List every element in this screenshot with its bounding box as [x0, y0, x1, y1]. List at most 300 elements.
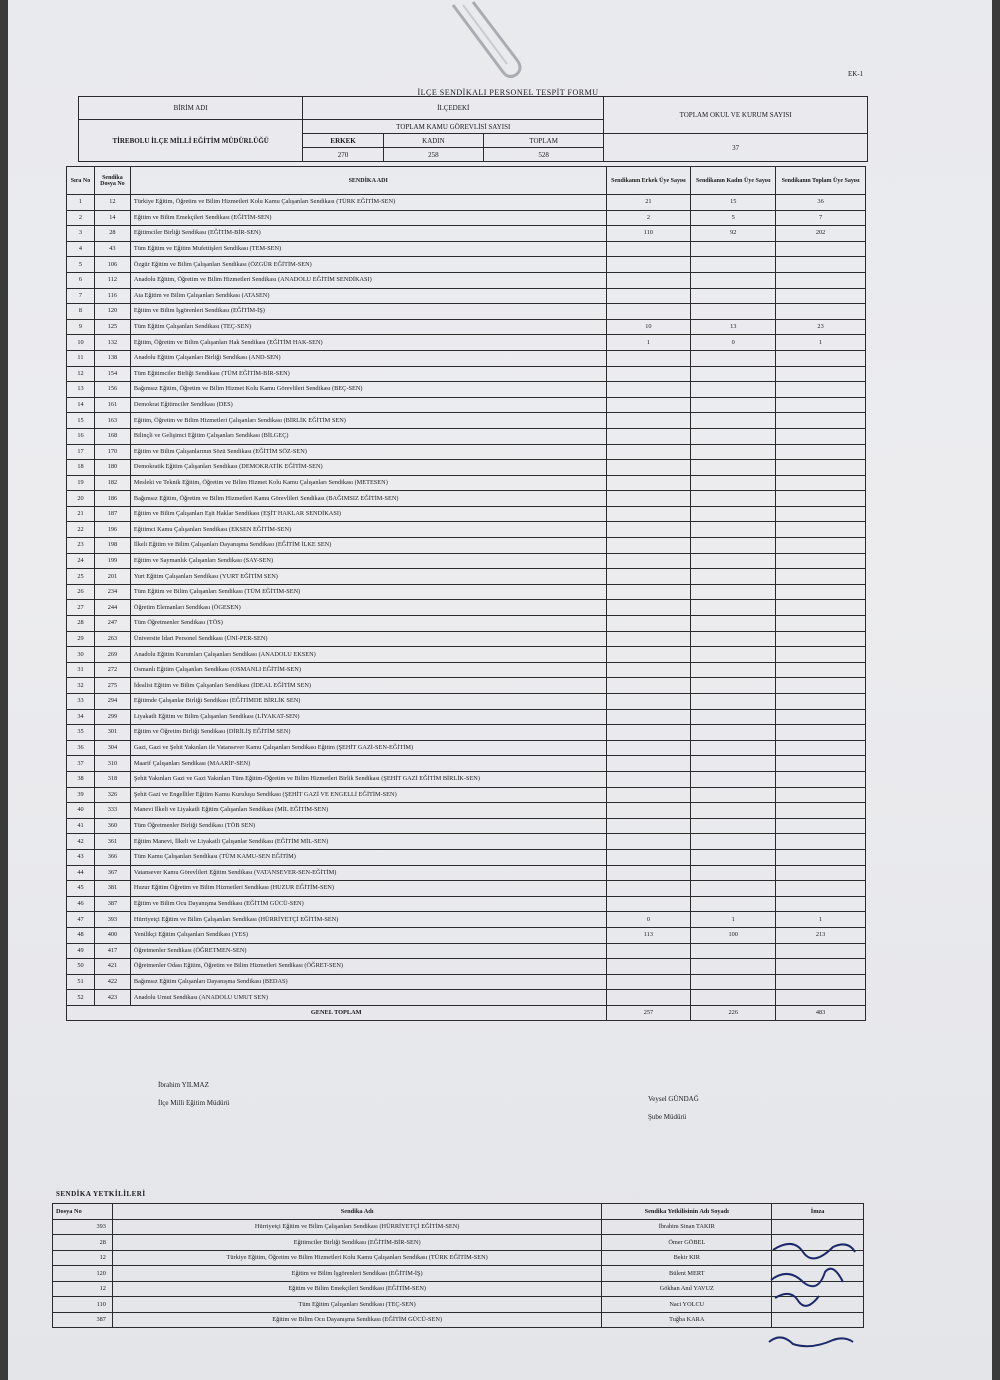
col-erkek: Sendikanın Erkek Üye Sayısı — [606, 167, 691, 195]
table-row — [67, 569, 866, 585]
row-sira: 33 — [67, 694, 95, 710]
row-erkek — [606, 771, 691, 787]
yetkili-adi-soyadi: Ömer GÖBEL — [602, 1235, 772, 1251]
row-sira: 13 — [67, 382, 95, 398]
yetkili-sendika-adi: Eğitim ve Bilim Emekçileri Sendikası (EĞİTİM-SEN) — [112, 1281, 601, 1297]
row-toplam — [776, 725, 866, 741]
table-row — [67, 335, 866, 351]
table-row — [67, 834, 866, 850]
row-toplam — [776, 740, 866, 756]
row-toplam — [776, 288, 866, 304]
row-dosya-no: 198 — [94, 538, 130, 554]
row-erkek — [606, 709, 691, 725]
yetkili-adi-soyadi: Gökhan Anıl YAVUZ — [602, 1281, 772, 1297]
row-toplam — [776, 397, 866, 413]
row-sira: 3 — [67, 226, 95, 242]
row-erkek — [606, 694, 691, 710]
row-sira: 25 — [67, 569, 95, 585]
row-erkek: 113 — [606, 927, 691, 943]
row-sendika-adi: Eğitim ve Saymanlık Çalışanları Sendikası (SAY-SEN) — [130, 553, 606, 569]
row-toplam: 1 — [776, 912, 866, 928]
row-sendika-adi: Maarif Çalışanları Sendikası (MAARİF-SEN) — [130, 756, 606, 772]
table-row — [67, 990, 866, 1006]
row-sira: 4 — [67, 241, 95, 257]
row-kadin — [691, 522, 776, 538]
row-dosya-no: 161 — [94, 397, 130, 413]
table-row — [67, 616, 866, 632]
table-row — [67, 818, 866, 834]
row-erkek — [606, 397, 691, 413]
row-dosya-no: 310 — [94, 756, 130, 772]
row-erkek — [606, 974, 691, 990]
row-toplam — [776, 584, 866, 600]
row-erkek — [606, 600, 691, 616]
row-toplam — [776, 304, 866, 320]
row-toplam — [776, 272, 866, 288]
row-erkek — [606, 506, 691, 522]
row-erkek — [606, 272, 691, 288]
row-erkek — [606, 553, 691, 569]
row-kadin — [691, 631, 776, 647]
yetkili-sendika-adi: Türkiye Eğitim, Öğretim ve Bilim Hizmetleri Kolu Kamu Çalışanları Sendikası (TÜRK EĞİTİM-SEN) — [112, 1250, 601, 1266]
row-sendika-adi: Vatansever Kamu Görevlileri Eğitim Sendikası (VATANSEVER-SEN-EĞİTİM) — [130, 865, 606, 881]
row-toplam — [776, 428, 866, 444]
yetkili-adi-soyadi: İbrahim Sinan TAKIR — [602, 1219, 772, 1235]
yetkili-row — [53, 1235, 864, 1251]
row-kadin — [691, 709, 776, 725]
row-sira: 49 — [67, 943, 95, 959]
row-erkek — [606, 865, 691, 881]
row-dosya-no: 170 — [94, 444, 130, 460]
okul-value: 37 — [604, 134, 868, 162]
kadin-label: KADIN — [383, 134, 483, 148]
table-row — [67, 288, 866, 304]
row-kadin — [691, 896, 776, 912]
row-sira: 30 — [67, 647, 95, 663]
row-dosya-no: 400 — [94, 927, 130, 943]
row-dosya-no: 234 — [94, 584, 130, 600]
table-row — [67, 413, 866, 429]
row-erkek — [606, 678, 691, 694]
row-sendika-adi: Eğitim ve Bilim Çalışanlarının Sözü Sendikası (EĞİTİM SÖZ-SEN) — [130, 444, 606, 460]
table-row — [67, 195, 866, 211]
row-sendika-adi: Osmanlı Eğitim Çalışanları Sendikası (OSMANLI EĞİTİM-SEN) — [130, 662, 606, 678]
table-row — [67, 740, 866, 756]
table-row — [67, 210, 866, 226]
row-sira: 36 — [67, 740, 95, 756]
table-row — [67, 771, 866, 787]
row-erkek — [606, 366, 691, 382]
row-erkek — [606, 413, 691, 429]
row-erkek — [606, 444, 691, 460]
signature-right — [648, 1090, 699, 1126]
row-sira: 18 — [67, 460, 95, 476]
row-kadin: 0 — [691, 335, 776, 351]
row-sira: 44 — [67, 865, 95, 881]
yetkili-dosya-no: 110 — [53, 1297, 113, 1313]
row-toplam — [776, 818, 866, 834]
row-sendika-adi: Bağımsız Eğitim, Öğretim ve Bilim Hizmet Kolu Kamu Görevlileri Sendikası (BEÇ-SEN) — [130, 382, 606, 398]
row-sira: 47 — [67, 912, 95, 928]
table-row — [67, 678, 866, 694]
row-kadin — [691, 990, 776, 1006]
row-erkek — [606, 569, 691, 585]
total-erkek: 257 — [606, 1005, 691, 1021]
row-sendika-adi: Eğitimci Kamu Çalışanları Sendikası (EKSEN EĞİTİM-SEN) — [130, 522, 606, 538]
row-sira: 35 — [67, 725, 95, 741]
row-erkek: 10 — [606, 319, 691, 335]
row-sendika-adi: Huzur Eğitim Öğretim ve Bilim Hizmetleri Sendikası (HUZUR EĞİTİM-SEN) — [130, 881, 606, 897]
row-toplam — [776, 896, 866, 912]
row-erkek: 110 — [606, 226, 691, 242]
row-sira: 38 — [67, 771, 95, 787]
row-erkek — [606, 616, 691, 632]
row-sira: 22 — [67, 522, 95, 538]
table-row — [67, 584, 866, 600]
row-sendika-adi: Liyakatli Eğitim ve Bilim Çalışanları Sendikası (LİYAKAT-SEN) — [130, 709, 606, 725]
row-toplam: 1 — [776, 335, 866, 351]
table-row — [67, 257, 866, 273]
row-sendika-adi: Şehit Yakınları Gazi ve Gazi Yakınları Tüm Eğitim-Öğretim ve Bilim Hizmetleri Birlik Sendikası (ŞEHİT GAZİ EĞİTİM BİRLİK-SEN) — [130, 771, 606, 787]
row-kadin — [691, 350, 776, 366]
table-row — [67, 896, 866, 912]
yetkili-sendika-adi: Tüm Eğitim Çalışanları Sendikası (TEÇ-SEN) — [112, 1297, 601, 1313]
row-kadin — [691, 740, 776, 756]
row-kadin — [691, 475, 776, 491]
row-kadin — [691, 678, 776, 694]
row-toplam — [776, 413, 866, 429]
row-sira: 23 — [67, 538, 95, 554]
row-dosya-no: 125 — [94, 319, 130, 335]
yetkili-adi-soyadi: Naci YOLCU — [602, 1297, 772, 1313]
row-erkek — [606, 460, 691, 476]
row-sendika-adi: Tüm Öğretmenler Birliği Sendikası (TÖB SEN) — [130, 818, 606, 834]
row-sira: 40 — [67, 803, 95, 819]
row-dosya-no: 14 — [94, 210, 130, 226]
row-dosya-no: 417 — [94, 943, 130, 959]
row-kadin — [691, 288, 776, 304]
row-sira: 17 — [67, 444, 95, 460]
row-dosya-no: 299 — [94, 709, 130, 725]
row-toplam — [776, 803, 866, 819]
row-kadin: 13 — [691, 319, 776, 335]
row-toplam — [776, 990, 866, 1006]
row-sendika-adi: Eğitim, Öğretim ve Bilim Çalışanları Hak Sendikası (EĞİTİM HAK-SEN) — [130, 335, 606, 351]
row-sira: 31 — [67, 662, 95, 678]
row-kadin — [691, 491, 776, 507]
table-row — [67, 553, 866, 569]
row-sendika-adi: İdealist Eğitim ve Bilim Çalışanları Sendikası (İDEAL EĞİTİM SEN) — [130, 678, 606, 694]
row-toplam — [776, 974, 866, 990]
row-toplam — [776, 350, 866, 366]
row-kadin — [691, 241, 776, 257]
erkek-label: ERKEK — [303, 134, 383, 148]
row-dosya-no: 201 — [94, 569, 130, 585]
row-erkek — [606, 350, 691, 366]
row-kadin — [691, 553, 776, 569]
table-row — [67, 927, 866, 943]
row-sira: 6 — [67, 272, 95, 288]
row-sendika-adi: Eğitimciler Birliği Sendikası (EĞİTİM-BİR-SEN) — [130, 226, 606, 242]
row-erkek — [606, 834, 691, 850]
row-erkek — [606, 849, 691, 865]
row-sendika-adi: Eğitim ve Bilim Çalışanları Eşit Haklar Sendikası (EŞİT HAKLAR SENDİKASI) — [130, 506, 606, 522]
total-toplam: 483 — [776, 1005, 866, 1021]
yetkililer-body — [53, 1219, 864, 1328]
row-sira: 2 — [67, 210, 95, 226]
okul-label: TOPLAM OKUL VE KURUM SAYISI — [604, 97, 868, 134]
paperclip-icon — [433, 0, 528, 85]
toplam-value: 528 — [484, 148, 604, 162]
row-sira: 48 — [67, 927, 95, 943]
row-erkek — [606, 584, 691, 600]
table-row — [67, 382, 866, 398]
right-signer-name: Veysel GÜNDAĞ — [648, 1095, 699, 1103]
row-kadin — [691, 834, 776, 850]
row-sira: 45 — [67, 881, 95, 897]
row-erkek — [606, 647, 691, 663]
toplam-label: TOPLAM — [484, 134, 604, 148]
row-sira: 12 — [67, 366, 95, 382]
row-dosya-no: 12 — [94, 195, 130, 211]
row-kadin — [691, 382, 776, 398]
yetkili-sendika-adi: Hürriyetçi Eğitim ve Bilim Çalışanları Sendikası (HÜRRİYETÇİ EĞİTİM-SEN) — [112, 1219, 601, 1235]
row-kadin — [691, 584, 776, 600]
row-sendika-adi: Tüm Kamu Çalışanları Sendikası (TÜM KAMU-SEN EĞİTİM) — [130, 849, 606, 865]
row-dosya-no: 28 — [94, 226, 130, 242]
table-row — [67, 849, 866, 865]
row-toplam — [776, 475, 866, 491]
row-erkek — [606, 881, 691, 897]
row-dosya-no: 106 — [94, 257, 130, 273]
row-sendika-adi: Anadolu Eğitim Kurumları Çalışanları Sendikası (ANADOLU EKSEN) — [130, 647, 606, 663]
row-sira: 46 — [67, 896, 95, 912]
ek-label: EK-1 — [848, 70, 864, 78]
row-toplam — [776, 616, 866, 632]
row-sendika-adi: Demokratik Eğitim Çalışanları Sendikası (DEMOKRATİK EĞİTİM-SEN) — [130, 460, 606, 476]
row-sira: 29 — [67, 631, 95, 647]
row-sira: 15 — [67, 413, 95, 429]
yetkili-row — [53, 1312, 864, 1328]
row-sira: 7 — [67, 288, 95, 304]
signature-left — [158, 1076, 229, 1112]
yetkili-sendika-adi: Eğitim ve Bilim İşgörenleri Sendikası (EĞİTİM-İŞ) — [112, 1266, 601, 1282]
row-erkek — [606, 896, 691, 912]
yetkili-adi-soyadi: Bülent MERT — [602, 1266, 772, 1282]
table-row — [67, 538, 866, 554]
row-kadin — [691, 272, 776, 288]
row-sendika-adi: Eğitim ve Bilim İşgörenleri Sendikası (EĞİTİM-İŞ) — [130, 304, 606, 320]
yetkili-row — [53, 1219, 864, 1235]
row-kadin: 15 — [691, 195, 776, 211]
table-row — [67, 304, 866, 320]
table-row — [67, 366, 866, 382]
row-sendika-adi: Tüm Eğitim Çalışanları Sendikası (TEÇ-SEN) — [130, 319, 606, 335]
row-erkek — [606, 631, 691, 647]
row-kadin — [691, 538, 776, 554]
row-erkek — [606, 288, 691, 304]
row-toplam — [776, 631, 866, 647]
row-sira: 5 — [67, 257, 95, 273]
table-row — [67, 943, 866, 959]
yetkili-dosya-no: 120 — [53, 1266, 113, 1282]
row-dosya-no: 301 — [94, 725, 130, 741]
yet-col-dosya: Dosya No — [53, 1204, 113, 1220]
yetkili-row — [53, 1250, 864, 1266]
col-dosya: Sendika Dosya No — [94, 167, 130, 195]
row-sira: 9 — [67, 319, 95, 335]
row-dosya-no: 156 — [94, 382, 130, 398]
row-sira: 41 — [67, 818, 95, 834]
row-dosya-no: 186 — [94, 491, 130, 507]
row-dosya-no: 366 — [94, 849, 130, 865]
kadin-value: 258 — [383, 148, 483, 162]
row-sendika-adi: Eğitimde Çalışanlar Birliği Sendikası (EĞİTİMDE BİRLİK SEN) — [130, 694, 606, 710]
row-dosya-no: 112 — [94, 272, 130, 288]
paper-sheet — [8, 0, 992, 1380]
row-kadin: 1 — [691, 912, 776, 928]
row-kadin — [691, 662, 776, 678]
row-sira: 21 — [67, 506, 95, 522]
row-sendika-adi: Anadolu Eğitim Çalışanları Birliği Sendikası (AND-SEN) — [130, 350, 606, 366]
row-sira: 42 — [67, 834, 95, 850]
table-row — [67, 491, 866, 507]
row-sendika-adi: Bağımsız Eğitim Çalışanları Dayanışma Sendikası (BEDAS) — [130, 974, 606, 990]
row-erkek — [606, 382, 691, 398]
row-kadin — [691, 818, 776, 834]
yet-col-yetkili: Sendika Yetkilisinin Adı Soyadı — [602, 1204, 772, 1220]
row-erkek — [606, 725, 691, 741]
row-toplam — [776, 382, 866, 398]
row-sira: 20 — [67, 491, 95, 507]
row-toplam — [776, 647, 866, 663]
row-dosya-no: 199 — [94, 553, 130, 569]
row-dosya-no: 247 — [94, 616, 130, 632]
yetkili-sendika-adi: Eğitimciler Birliği Sendikası (EĞİTİM-BİR-SEN) — [112, 1235, 601, 1251]
row-dosya-no: 154 — [94, 366, 130, 382]
form-title: İLÇE SENDİKALI PERSONEL TESPİT FORMU — [417, 88, 599, 97]
table-row — [67, 974, 866, 990]
row-sira: 43 — [67, 849, 95, 865]
row-sendika-adi: Anadolu Eğitim, Öğretim ve Bilim Hizmetleri Sendikası (ANADOLU EĞİTİM SENDİKASI) — [130, 272, 606, 288]
row-kadin — [691, 600, 776, 616]
row-erkek — [606, 787, 691, 803]
row-erkek — [606, 959, 691, 975]
row-kadin — [691, 616, 776, 632]
row-dosya-no: 120 — [94, 304, 130, 320]
row-erkek — [606, 428, 691, 444]
row-toplam: 7 — [776, 210, 866, 226]
table-row — [67, 397, 866, 413]
row-erkek: 1 — [606, 335, 691, 351]
row-kadin — [691, 304, 776, 320]
row-sendika-adi: Eğitim ve Bilim Ocu Dayanışma Sendikası (EĞİTİM GÜCÜ-SEN) — [130, 896, 606, 912]
row-dosya-no: 272 — [94, 662, 130, 678]
yetkili-dosya-no: 12 — [53, 1250, 113, 1266]
row-sendika-adi: Özgür Eğitim ve Bilim Çalışanları Sendikası (ÖZGÜR EĞİTİM-SEN) — [130, 257, 606, 273]
row-sendika-adi: Hürriyetçi Eğitim ve Bilim Çalışanları Sendikası (HÜRRİYETÇİ EĞİTİM-SEN) — [130, 912, 606, 928]
row-kadin — [691, 787, 776, 803]
row-sira: 50 — [67, 959, 95, 975]
row-dosya-no: 387 — [94, 896, 130, 912]
row-toplam — [776, 678, 866, 694]
row-toplam — [776, 506, 866, 522]
sendika-table — [66, 166, 866, 1021]
yetkili-sendika-adi: Eğitim ve Bilim Ocu Dayanışma Sendikası (EĞİTİM GÜCÜ-SEN) — [112, 1312, 601, 1328]
col-kadin: Sendikanın Kadın Üye Sayısı — [691, 167, 776, 195]
table-row — [67, 865, 866, 881]
table-row — [67, 631, 866, 647]
row-kadin — [691, 647, 776, 663]
genel-toplam-label: GENEL TOPLAM — [67, 1005, 607, 1021]
row-dosya-no: 138 — [94, 350, 130, 366]
row-kadin — [691, 881, 776, 897]
row-dosya-no: 187 — [94, 506, 130, 522]
row-sira: 16 — [67, 428, 95, 444]
row-toplam — [776, 771, 866, 787]
row-toplam — [776, 881, 866, 897]
row-kadin — [691, 756, 776, 772]
row-toplam — [776, 569, 866, 585]
row-kadin: 5 — [691, 210, 776, 226]
row-sendika-adi: Şehit Gazi ve Engelliler Eğitim Kamu Kuruluşu Sendikası (ŞEHİT GAZİ VE ENGELLİ EĞİTİM-SEN) — [130, 787, 606, 803]
table-row — [67, 662, 866, 678]
yetkililer-table — [52, 1203, 864, 1328]
row-sira: 28 — [67, 616, 95, 632]
row-dosya-no: 318 — [94, 771, 130, 787]
row-sendika-adi: Bilinçli ve Gelişimci Eğitim Çalışanları Sendikası (BİLGEÇ) — [130, 428, 606, 444]
row-sira: 14 — [67, 397, 95, 413]
row-sendika-adi: Türkiye Eğitim, Öğretim ve Bilim Hizmetleri Kolu Kamu Çalışanları Sendikası (TÜRK EĞİTİM-SEN) — [130, 195, 606, 211]
left-signer-title: İlçe Milli Eğitim Müdürü — [158, 1099, 230, 1107]
row-sendika-adi: Eğitim Manevi, İlkeli ve Liyakatli Çalışanlar Sendikası (EĞİTİM MİL-SEN) — [130, 834, 606, 850]
table-row — [67, 241, 866, 257]
handwritten-signature-icon — [763, 1232, 863, 1362]
col-sira: Sıra No — [67, 167, 95, 195]
row-sendika-adi: Tüm Eğitim ve Eğitim Mufettişleri Sendikası (TEM-SEN) — [130, 241, 606, 257]
row-dosya-no: 393 — [94, 912, 130, 928]
row-sendika-adi: Gazi, Gazi ve Şehit Yakınları ile Vatansever Kamu Çalışanları Sendikası Eğitim (ŞEHİT GAZİ-SEN-EĞİTİM) — [130, 740, 606, 756]
row-kadin — [691, 959, 776, 975]
table-row — [67, 787, 866, 803]
row-sira: 11 — [67, 350, 95, 366]
row-sendika-adi: Eğitim ve Öğretim Birliği Sendikası (DİRİLİŞ EĞİTİM SEN) — [130, 725, 606, 741]
table-row — [67, 647, 866, 663]
header-table — [78, 96, 868, 162]
row-sira: 39 — [67, 787, 95, 803]
row-toplam: 202 — [776, 226, 866, 242]
row-dosya-no: 269 — [94, 647, 130, 663]
table-row — [67, 475, 866, 491]
row-erkek — [606, 304, 691, 320]
row-sendika-adi: Üniversite İdari Personel Sendikası (ÜNİ-PER-SEN) — [130, 631, 606, 647]
row-toplam — [776, 444, 866, 460]
row-sendika-adi: Yurt Eğitim Çalışanları Sendikası (YURT EĞİTİM SEN) — [130, 569, 606, 585]
row-toplam — [776, 553, 866, 569]
row-dosya-no: 367 — [94, 865, 130, 881]
row-erkek: 21 — [606, 195, 691, 211]
row-erkek: 2 — [606, 210, 691, 226]
row-toplam — [776, 491, 866, 507]
row-sendika-adi: Öğretmenler Sendikası (ÖĞRETMEN-SEN) — [130, 943, 606, 959]
row-dosya-no: 163 — [94, 413, 130, 429]
row-sendika-adi: Bağımsız Eğitim, Öğretim ve Bilim Hizmetleri Kamu Görevlileri Sendikası (BAĞIMSIZ EĞİTİM-SEN) — [130, 491, 606, 507]
row-toplam — [776, 600, 866, 616]
row-dosya-no: 263 — [94, 631, 130, 647]
row-kadin — [691, 694, 776, 710]
row-kadin — [691, 444, 776, 460]
row-dosya-no: 361 — [94, 834, 130, 850]
